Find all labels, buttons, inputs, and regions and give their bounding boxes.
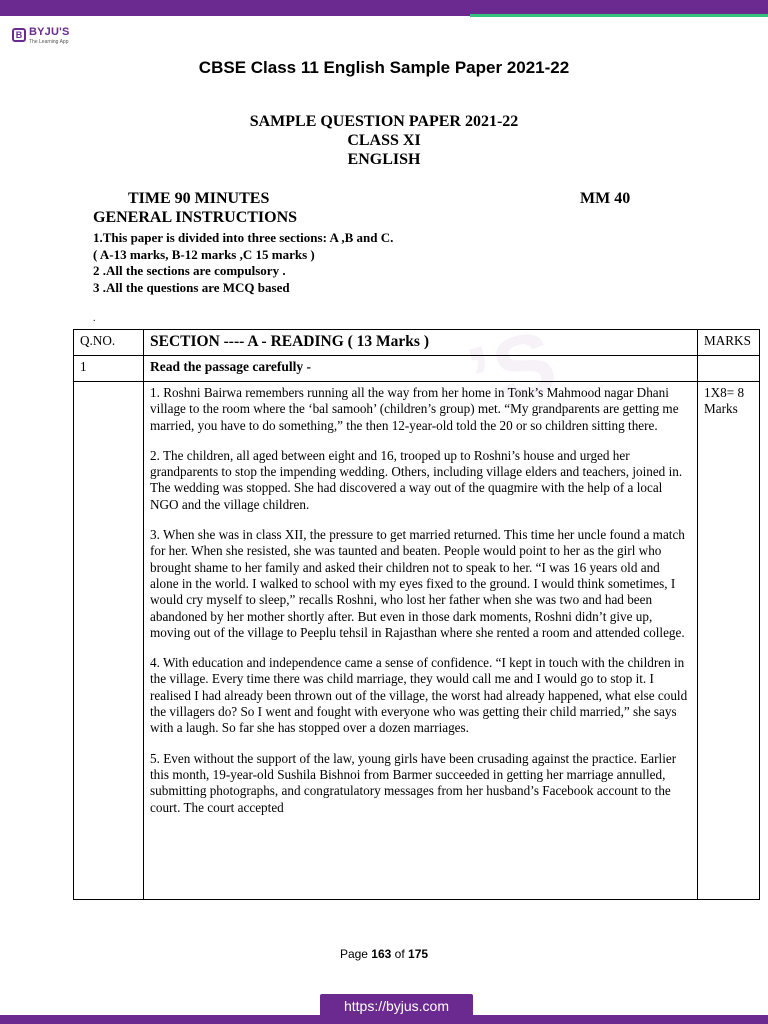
empty-marks-cell (698, 356, 760, 382)
table-header-row (74, 330, 760, 356)
marks-header: MARKS (698, 330, 760, 356)
paper-heading: SAMPLE QUESTION PAPER 2021-22 (249, 113, 519, 130)
question-number: 1 (74, 356, 144, 382)
question-instruction: Read the passage carefully - (144, 356, 698, 382)
page-number: Page 163 of 175 (339, 947, 429, 961)
logo-tagline: The Learning App (29, 39, 69, 45)
stray-dot: . (93, 313, 96, 324)
max-marks: MM 40 (580, 190, 631, 207)
section-header: SECTION ---- A - READING ( 13 Marks ) (144, 330, 698, 356)
table-row (74, 382, 760, 900)
logo-mark: B (12, 28, 26, 42)
instruction-line: ( A-13 marks, B-12 marks ,C 15 marks ) (93, 247, 315, 262)
passage-cell (144, 382, 698, 900)
passage-paragraph: 5. Even without the support of the law, young girls have been crusading against the practice. Earlier this month, 19-year-old Sushila Bishnoi from Barmer succeeded in getting her marriage annulled, submitting photographs, and congratulatory messages from her husband’s Facebook account to the court. The court accepted (150, 750, 677, 815)
subject-heading: ENGLISH (347, 151, 421, 168)
general-instructions-heading: GENERAL INSTRUCTIONS (93, 209, 298, 226)
empty-qno-cell (74, 382, 144, 900)
class-heading: CLASS XI (347, 132, 421, 149)
instruction-line: 2 .All the sections are compulsory . (93, 263, 286, 278)
top-accent-stripe (470, 14, 768, 17)
passage-paragraph: 2. The children, all aged between eight and 16, trooped up to Roshni’s house and urged her grandparents to stop the impending wedding. Others, including village elders and teachers, joined in. The wedding was stopped. She had discovered a way out of the quagmire with the help of a local NGO and the village children. (150, 447, 683, 512)
qno-header: Q.NO. (74, 330, 144, 356)
passage-paragraph: 3. When she was in class XII, the pressure to get married returned. This time her uncle found a match for her. When she resisted, she was taunted and beaten. People would point to her as the girl who brought shame to her family and asked their children not to speak to her. “I was 16 years old and alone in the world. I walked to school with my eyes fixed to the ground. I would think sometimes, I would cry myself to sleep,” recalls Roshni, who lost her father when she was two and had been abandoned by her mother shortly after. But even in those dark moments, Roshni didn’t give up, moving out of the village to Peeplu tehsil in Rajasthan where she rented a room and attended college. (150, 527, 685, 640)
logo-text: BYJU'S (29, 26, 70, 38)
passage-paragraph: 1. Roshni Bairwa remembers running all the way from her home in Tonk’s Mahmood nagar Dhani village to the room where the ‘bal samooh’ (children’s group) met. “My grandparents are getting me married, you have to do something,” the then 12-year-old told the 20 or so children sitting there. (150, 385, 679, 433)
document-title: CBSE Class 11 English Sample Paper 2021-22 (198, 58, 570, 77)
table-row (74, 356, 760, 382)
time-allowed: TIME 90 MINUTES (128, 190, 270, 207)
passage-marks: 1X8= 8 Marks (698, 382, 760, 900)
byjus-watermark: ʼS (458, 311, 567, 431)
instruction-line: 3 .All the questions are MCQ based (93, 280, 290, 295)
question-table (73, 329, 760, 900)
passage-paragraph: 4. With education and independence came a sense of confidence. “I kept in touch with the children in the village. Every time there was child marriage, they would call me and I would go to stop it. I realised I had already been thrown out of the village, the worst had already happened, what else could the villagers do? So I went and fought with everyone who was getting their child married,” she says with a laugh. So far she has stopped over a dozen marriages. (150, 655, 688, 736)
byjus-url-link[interactable]: https://byjus.com (343, 998, 450, 1014)
instruction-line: 1.This paper is divided into three sections: A ,B and C. (93, 230, 394, 245)
byjus-logo (12, 26, 92, 48)
